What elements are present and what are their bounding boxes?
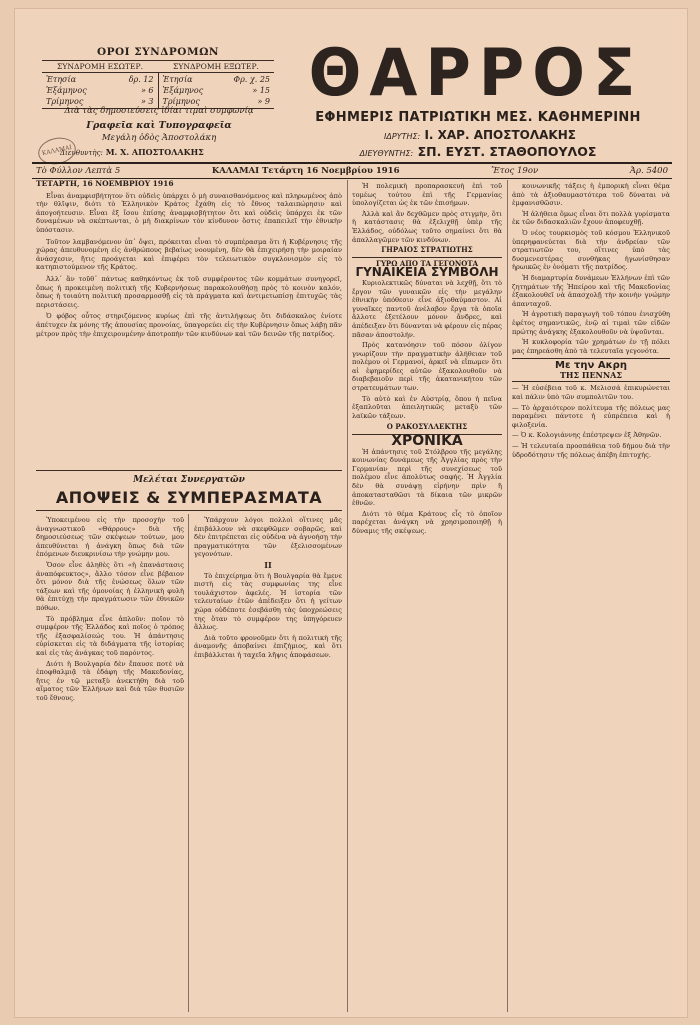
col3-paragraph: Πρὸς κατανόησιν τοῦ πόσον ὀλίγον γνωρίζουν τὴν πραγματικὴν ἀλήθειαν τοῦ πολέμου οἱ Γερμανοί, ἀρκεῖ νὰ εἴπωμεν ὅτι αἱ ἐφημερίδες αὐτῶν ἐξακολουθοῦν νὰ διαβεβαιοῦν περὶ τῆς ἀκατανικήτου τῶν στρατευμάτων των. — [352, 341, 502, 393]
col4-paragraph: — Ἡ εὐσέβεια τοῦ κ. Μελισσά ἐπικυρώνεται καὶ πάλιν ὑπὸ τῶν συμπολιτῶν του. — [512, 384, 670, 402]
col3-kicker: ΓΗΡΑΙΟΣ ΣΤΡΑΤΙΩΤΗΣ — [381, 245, 473, 255]
divider — [36, 510, 342, 511]
col4-paragraph: Ὁ νέος τουρκισμὸς τοῦ κόσμου Ἑλληνικοῦ ὑπερηφανεύεται διὰ τὴν ἀνδρείαν τῶν στρατιωτῶν του, οἵτινες ὑπὸ τὰς δυσμενεστέρας συνθήκας ἠγωνίσθησαν ἡρωικῶς ἐν ὀνόματι τῆς πατρίδος. — [512, 228, 670, 272]
director-line — [60, 147, 275, 157]
column-rule — [188, 514, 189, 1012]
editor-name: ΣΠ. ΕΥΣΤ. ΣΤΑΘΟΠΟΥΛΟΣ — [417, 144, 597, 159]
article-title: ΑΠΟΨΕΙΣ & ΣΥΜΠΕΡΑΣΜΑΤΑ — [55, 488, 323, 507]
editorial-date: ΤΕΤΑΡΤΗ, 16 ΝΟΕΜΒΡΙΟΥ 1916 — [36, 180, 174, 188]
divider — [512, 358, 670, 359]
dateline-date: ΚΑΛΑΜΑΙ Τετάρτη 16 Νοεμβρίου 1916 — [211, 166, 400, 176]
col4-paragraph: Ἡ ἀγροτικὴ παραγωγὴ τοῦ τόπου ἐνισχύθη ἐφέτος σημαντικῶς, ἐνῷ αἱ τιμαὶ τῶν εἰδῶν πρώτης ἀνάγκης ἐξακολουθοῦν νὰ ὑψοῦνται. — [512, 310, 670, 336]
exterior-rates: Ἐτησία Φρ. χ. 25 Ἑξάμηνος » 15 Τρίμηνος » 9 — [162, 75, 270, 106]
subscriptions-title: ΟΡΟΙ ΣΥΝΔΡΟΜΩΝ — [96, 46, 220, 58]
col3-sub-kicker: ΓΥΡΩ ΑΠΟ ΤΑ ΓΕΓΟΝΟΤΑ — [375, 258, 479, 268]
col-interior-head: ΣΥΝΔΡΟΜΗ ΕΣΩΤΕΡ. — [57, 62, 143, 71]
col3-paragraph: Ἡ πολεμικὴ προπαρασκευὴ ἐπὶ τοῦ τομέως τούτου ἐπὶ τῆς Γερμανίας ὑπολογίζεται ὡς ἐκ τῶν ἐπισήμων. — [352, 182, 502, 208]
article-paragraph: Τὸ πρόβλημα εἶνε ἀπλοῦν: ποῖον τὸ συμφέρον τῆς Ἑλλάδος καὶ ποῖος ὁ τρόπος τῆς ἐξασφαλίσεώς του. Ἡ ἀπάντησις εὑρίσκεται εἰς τὰ διδάγματα τῆς ἱστορίας καὶ εἰς τὰς ἀνάγκας τοῦ παρόντος. — [36, 614, 184, 657]
editor-line — [282, 144, 674, 159]
article-kicker: Μελέται Συνεργατῶν — [133, 475, 245, 485]
editorial-paragraph: Ἀλλ᾽ ἂν τοῦθ᾽ πάντως καθηκόντως ἐκ τοῦ συμφέροντος τῶν κομμάτων συνηγορεῖ, ὅπως ἡ προκειμένη πολιτικὴ τῆς Κυβερνήσεως παρακολουθήσῃ πρὸς τὸ κοινὸν καλόν, ὅπως ἡ τοιαύτη πολιτικὴ προσαρμοσθῇ εἰς τὰ πράγματα καὶ ἀντιμετωπίσῃ ἐπιτυχῶς τὰς περιστάσεις. — [36, 274, 342, 309]
subscriptions-table — [42, 60, 274, 109]
tagline: ΕΦΗΜΕΡΙΣ ΠΑΤΡΙΩΤΙΚΗ ΜΕΣ. ΚΑΘΗΜΕΡΙΝΗ — [315, 110, 641, 125]
editorial-paragraph: Τοῦτον λαμβανόμενον ὑπ᾽ ὄψει, πρόκειται εἶναι τὸ συμπέρασμα ὅτι ἡ Κυβέρνησις τῆς χώρας ἀπευθυνομένη εἰς ἀνθρώπους βεβαίως νοουμένη, δὲν θὰ ἐπιχειρήσῃ τὴν μοιραίαν ἀνάσχεσιν, ἥτις προάγεται καὶ ἐπιφέρει τὸν τελειωτικὸν συγκλονισμὸν εἰς τὸ κατηπιστούμενον τῆς Κράτος. — [36, 237, 342, 272]
article-paragraph: Ὅσον εἶνε ἀληθὲς ὅτι «ἡ ἐπανάστασις ἀναπόφευκτος», ἄλλο τόσον εἶνε βέβαιον ὅτι μόνον διὰ τῆς ἐνώσεως ὅλων τῶν τάξεων καὶ τῆς ὁμονοίας ἡ ἑλληνικὴ φυλὴ θὰ ἐπιτύχῃ τὴν πραγμάτωσιν τῶν ἐθνικῶν πόθων. — [36, 560, 184, 612]
article-column-2 — [194, 514, 342, 1012]
editorial-paragraph: Ὁ φόβος οὗτος στηριζόμενος κυρίως ἐπὶ τῆς ἀντιλήψεως ὅτι διδάσκαλος ἐνίοτε ἀπέτυχεν ἐκ μόνης τῆς ἀπουσίας προνοίας, ὑπαγορεύει εἰς τὴν Κυβέρνησιν ὅπως λάβῃ πᾶν μέτρον πρὸς τὴν ἐπιχειρουμένην ἀποτροπὴν τῶν κινδύνων καὶ τῶν δεινῶν τῆς πατρίδος. — [36, 312, 342, 338]
masthead-title: ΘΑΡΡΟΣ — [308, 34, 644, 111]
col4-paragraph: — Ἡ τελευταία προσπάθεια τοῦ δήμου διὰ τὴν ὑδροδότησιν τῆς πόλεως ἀπέβη ἐπιτυχής. — [512, 442, 670, 459]
col4-paragraph: κοινωνικῆς τάξεις ἡ ἐμπορικὴ εἶναι θέμα ἀπὸ τὰ ἀξιοθαυμαστότερα τοῦ δύναται νὰ ἐμφανισθῶσιν. — [512, 182, 670, 208]
col4-paragraph: Ἡ κυκλοφορία τῶν χρημάτων ἐν τῇ πόλει μας ἐπηρεάσθη ἀπὸ τὰ τελευταῖα γεγονότα. — [512, 338, 670, 355]
dateline-issue: Ἀρ. 5400 — [629, 166, 668, 176]
col3-paragraph: Ἀλλὰ καὶ ἂν δεχθῶμεν πρὸς στιγμὴν, ὅτι ἡ κατάστασις θὰ ἐξελιχθῇ ὑπὲρ τῆς Ἑλλάδος, οὐδόλως τοῦτο σημαίνει ὅτι θὰ ἀπαλλαγῶμεν τῶν κινδύνων. — [352, 209, 502, 244]
founder-name: Ι. ΧΑΡ. ΑΠΟΣΤΟΛΑΚΗΣ — [424, 128, 576, 142]
editor-label: ΔΙΕΥΘΥΝΤΗΣ: — [359, 149, 414, 158]
col4-paragraph: — Ὁ κ. Κολογιάννης ἐπέστρεψεν ἐξ Ἀθηνῶν. — [512, 431, 662, 440]
divider — [36, 470, 342, 471]
col4-title-2: ΤΗΣ ΠΕΝΝΑΣ — [559, 369, 623, 380]
article-paragraph: Διὰ τοῦτο φρονοῦμεν ὅτι ἡ πολιτικὴ τῆς ἀναμονῆς ἀποβαίνει ἐπιζήμιος, καὶ ὅτι ἐπιβάλλεται ἡ ταχεῖα λῆψις ἀποφάσεων. — [194, 633, 342, 659]
col3-title: ΓΥΝΑΙΚΕΙΑ ΣΥΜΒΟΛΗ — [355, 265, 499, 280]
article-column-1 — [36, 514, 184, 1012]
column-rule — [347, 180, 348, 1012]
col4-title: Με την Ακρη — [555, 360, 627, 372]
newspaper-page — [14, 8, 688, 1018]
divider — [512, 381, 670, 382]
col3-title-2: ΧΡΟΝΙΚΑ — [391, 433, 463, 450]
article-paragraph: Ὑποκειμένου εἰς τὴν προσοχὴν τοῦ ἀναγνωστικοῦ «Θάρρους» διὰ τῆς δημοσιεύσεως τῶν σκέψεων τούτων, μου ἀπευθύνεται ἡ ἀνάγκη ὅπως διὰ τῶν ἐπόμενων διευκρινίσω τὴν γνώμην μου. — [36, 516, 184, 559]
article-paragraph: Διότι ἡ Βουλγαρία δὲν ἔπαυσε ποτὲ νὰ ἐποφθαλμιᾷ τὰ ἐδάφη τῆς Μακεδονίας, ἥτις ἐν τῷ μεταξὺ ἀνεκτήθη διὰ τοῦ αἵματος τῶν Ἑλλήνων καὶ διὰ τῶν θυσιῶν τοῦ ἔθνους. — [36, 659, 184, 702]
col4-paragraph: Ἡ διαμαρτυρία δυνάμεων Ἑλλήνων ἐπὶ τῶν ζητημάτων τῆς Ἠπείρου καὶ τῆς Μακεδονίας ἐξακολουθεῖ νὰ ἀπασχολῇ τὴν κοινὴν γνώμην ἀπανταχοῦ. — [512, 273, 670, 308]
article-paragraph: Τὸ ἐπιχείρημα ὅτι ἡ Βουλγαρία θὰ ἔμενε πιστὴ εἰς τὰς συμφωνίας της εἶνε τουλάχιστον ἀφελές. Ἡ ἱστορία τῶν τελευταίων ἐτῶν ἀπέδειξεν ὅτι ἡ γείτων χώρα οὐδέποτε ἐσεβάσθη τὰς ὑποχρεώσεις της ὅταν τὸ συμφέρον της ὑπηγόρευεν ἄλλως. — [194, 571, 342, 632]
interior-rates: Ἐτησία δρ. 12 Ἑξάμηνος » 6 Τρίμηνος » 3 — [42, 73, 159, 108]
library-stamp: ΚΑΛΑΜΑΙ — [36, 134, 79, 167]
col3-paragraph: Τὸ αὐτὸ καὶ ἐν Αὐστρίᾳ, ὅπου ἡ πεῖνα ἐξαπλοῦται ἀπειλητικῶς μεταξὺ τῶν λαϊκῶν τάξεων. — [352, 394, 502, 420]
office-address: Μεγάλη ὁδὸς Ἀποστολάκη — [101, 133, 217, 143]
col3-paragraph: Ἡ ἀπάντησις τοῦ Στόλβρου τῆς μεγάλης κοινωνίας δυνάμεως τῆς Ἀγγλίας πρὸς τὴν Γερμανίαν περὶ τῆς συνεχίσεως τοῦ πολέμου εἶνε ἀπολύτως σαφής. Ἡ Ἀγγλία δὲν θὰ συνάψῃ εἰρήνην πρὶν ἢ ἀποκατασταθῶσι τὰ δίκαια τῶν μικρῶν ἐθνῶν. — [352, 447, 502, 508]
section-numeral: ΙΙ — [264, 559, 272, 570]
founder-label: ΙΔΡΥΤΗΣ: — [384, 132, 421, 141]
column-4 — [512, 180, 670, 1012]
dateline-year: Ἔτος 19ον — [491, 166, 539, 176]
column-3 — [352, 180, 502, 1012]
founder-line — [284, 128, 676, 142]
col-exterior-head: ΣΥΝΔΡΟΜΗ ΕΞΩΤΕΡ. — [173, 62, 259, 71]
advertising-note: Διὰ τὰς δημοσιεύσεις ἰδίαι τιμαὶ συμφωνίᾳ — [64, 106, 254, 116]
office-title: Γραφεῖα καὶ Τυπογραφεῖα — [86, 120, 232, 131]
col3-paragraph: Κυριολεκτικῶς δύναται νὰ λεχθῇ, ὅτι τὸ ἔργον τῶν γυναικῶν εἰς τὴν μεγάλην ἐθνικὴν ὑπόθεσιν εἶνε ἀξιοθαύμαστον. Αἱ γυναῖκες παντοῦ ἀνέλαβον ἔργα τὰ ὁποῖα ἄλλοτε ἐξετέλουν μόνον ἄνδρες, καὶ ἀπέδειξαν ὅτι δύνανται νὰ φέρουν εἰς πέρας πᾶσαν ἀποστολήν. — [352, 278, 502, 339]
editorial-column — [36, 180, 342, 468]
col3-paragraph: Διότι τὸ θέμα Κράτους εἶς τὸ ὁποῖον παρέχεται ἀνάγκη νὰ χρησιμοποιηθῇ ἡ δύναμις τῆς σκέψεως. — [352, 509, 502, 535]
col4-paragraph: — Τὸ ἀρχαιότερον πολίτευμα τῆς πόλεως μας παραμένει πάντοτε ἡ εὐπρέπεια καὶ ἡ φιλοξενία. — [512, 403, 670, 429]
director-name: Μ. Χ. ΑΠΟΣΤΟΛΑΚΗΣ — [105, 147, 204, 157]
director-label: Διευθυντὴς: — [60, 149, 103, 157]
column-rule — [507, 180, 508, 1012]
col4-paragraph: Ἡ ἀλήθεια ὅμως εἶναι ὅτι πολλὰ γυρίσματα ἐκ τῶν διδασκαλιῶν ἔχουν ἀποφευχθῇ. — [512, 209, 670, 227]
dateline — [32, 162, 672, 179]
col3-kicker-2: Ο ΡΑΚΟΣΥΛΛΕΚΤΗΣ — [386, 422, 468, 432]
article-paragraph: Ὑπάρχουν λόγοι πολλοὶ οἵτινες μᾶς ἐπιβάλλουν νὰ σκεφθῶμεν σοβαρῶς, καὶ δὲν ἐπιτρέπεται εἰς οὐδένα νὰ ἀγνοήσῃ τὴν πραγματικότητα τῶν ἐξελισσομένων γεγονότων. — [194, 516, 342, 559]
divider — [352, 257, 502, 258]
dateline-price: Τὸ Φύλλον Λεπτὰ 5 — [36, 166, 121, 176]
editorial-paragraph: Εἶναι ἀναμφισβήτητον ὅτι οὐδεὶς ὑπάρχει ὁ μὴ συναισθανόμενος καὶ πληρωμένος ἀπὸ τὴν θλῖψιν, διότι τὸ Ἑλληνικὸν Κράτος ἔχάθη εἰς τὸ ἔθνος ταλαιπώρησιν καὶ ἀπογοήτευσιν. Εἶναι ἐξ ἴσου ἐπίσης ἀναμφισβήτητον ὅτι καὶ οὐδεὶς ὑπάρχει ἐκ τῶν δυναμένων νὰ σκέπτωνται, ὁ μὴ διακρίνων τὸν κίνδυνον ὅστις ἐπαπειλεῖ τὴν ἐθνικὴν ὑπόστασιν. — [36, 191, 342, 234]
